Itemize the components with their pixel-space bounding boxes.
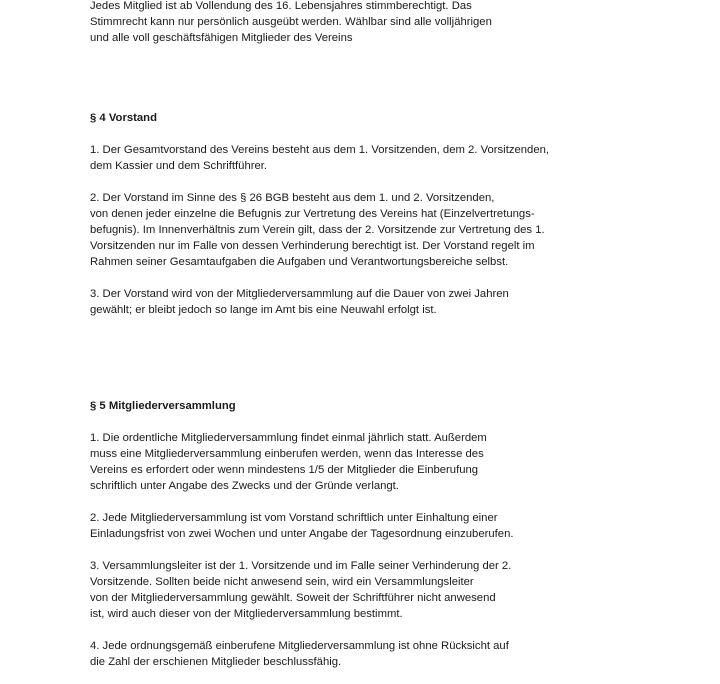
paragraph-line: muss eine Mitgliederversammlung einberufen werden, wenn das Interesse des bbox=[90, 448, 484, 460]
paragraph-line: Einladungsfrist von zwei Wochen und unter Angabe der Tagesordnung einzuberufen. bbox=[90, 528, 514, 540]
paragraph-line: die Zahl der erschienen Mitglieder beschlussfähig. bbox=[90, 656, 342, 668]
paragraph-line: 2. Der Vorstand im Sinne des § 26 BGB besteht aus dem 1. und 2. Vorsitzenden, bbox=[90, 192, 495, 204]
paragraph-line: Vorsitzende. Sollten beide nicht anwesend sein, wird ein Versammlungsleiter bbox=[90, 576, 474, 588]
paragraph-line: 3. Der Vorstand wird von der Mitgliederversammlung auf die Dauer von zwei Jahren bbox=[90, 288, 509, 300]
paragraph-line: Rahmen seiner Gesamtaufgaben die Aufgaben und Verantwortungsbereiche selbst. bbox=[90, 256, 509, 268]
intro-line: Jedes Mitglied ist ab Vollendung des 16. Lebensjahres stimmberechtigt. Das bbox=[90, 0, 472, 12]
paragraph-line: 1. Der Gesamtvorstand des Vereins besteht aus dem 1. Vorsitzenden, dem 2. Vorsitzenden, bbox=[90, 144, 550, 156]
paragraph-line: 3. Versammlungsleiter ist der 1. Vorsitzende und im Falle seiner Verhinderung der 2. bbox=[90, 560, 512, 572]
paragraph-line: 2. Jede Mitgliederversammlung ist vom Vorstand schriftlich unter Einhaltung einer bbox=[90, 512, 498, 524]
document-page bbox=[90, 0, 690, 684]
paragraph-line: Vereins es erfordert oder wenn mindestens 1/5 der Mitglieder die Einberufung bbox=[90, 464, 479, 476]
paragraph-line: dem Kassier und dem Schriftführer. bbox=[90, 160, 268, 172]
section-heading: § 4 Vorstand bbox=[90, 112, 157, 124]
paragraph-line: von der Mitgliederversammlung gewählt. Soweit der Schriftführer nicht anwesend bbox=[90, 592, 496, 604]
intro-line: und alle voll geschäftsfähigen Mitglieder des Vereins bbox=[90, 32, 353, 44]
paragraph-line: von denen jeder einzelne die Befugnis zur Vertretung des Vereins hat (Einzelvertretungs- bbox=[90, 208, 535, 220]
intro-line: Stimmrecht kann nur persönlich ausgeübt werden. Wählbar sind alle volljährigen bbox=[90, 16, 492, 28]
paragraph-line: 1. Die ordentliche Mitgliederversammlung findet einmal jährlich statt. Außerdem bbox=[90, 432, 487, 444]
section-heading: § 5 Mitgliederversammlung bbox=[90, 400, 236, 412]
paragraph-line: Vorsitzenden nur im Falle von dessen Verhinderung berechtigt ist. Der Vorstand regelt im bbox=[90, 240, 535, 252]
paragraph-line: schriftlich unter Angabe des Zwecks und der Gründe verlangt. bbox=[90, 480, 399, 492]
paragraph-line: ist, wird auch dieser von der Mitgliederversammlung bestimmt. bbox=[90, 608, 403, 620]
paragraph-line: 4. Jede ordnungsgemäß einberufene Mitgliederversammlung ist ohne Rücksicht auf bbox=[90, 640, 509, 652]
paragraph-line: gewählt; er bleibt jedoch so lange im Amt bis eine Neuwahl erfolgt ist. bbox=[90, 304, 437, 316]
paragraph-line: befugnis). Im Innenverhältnis zum Verein gilt, dass der 2. Vorsitzende zur Vertretung des 1. bbox=[90, 224, 545, 236]
